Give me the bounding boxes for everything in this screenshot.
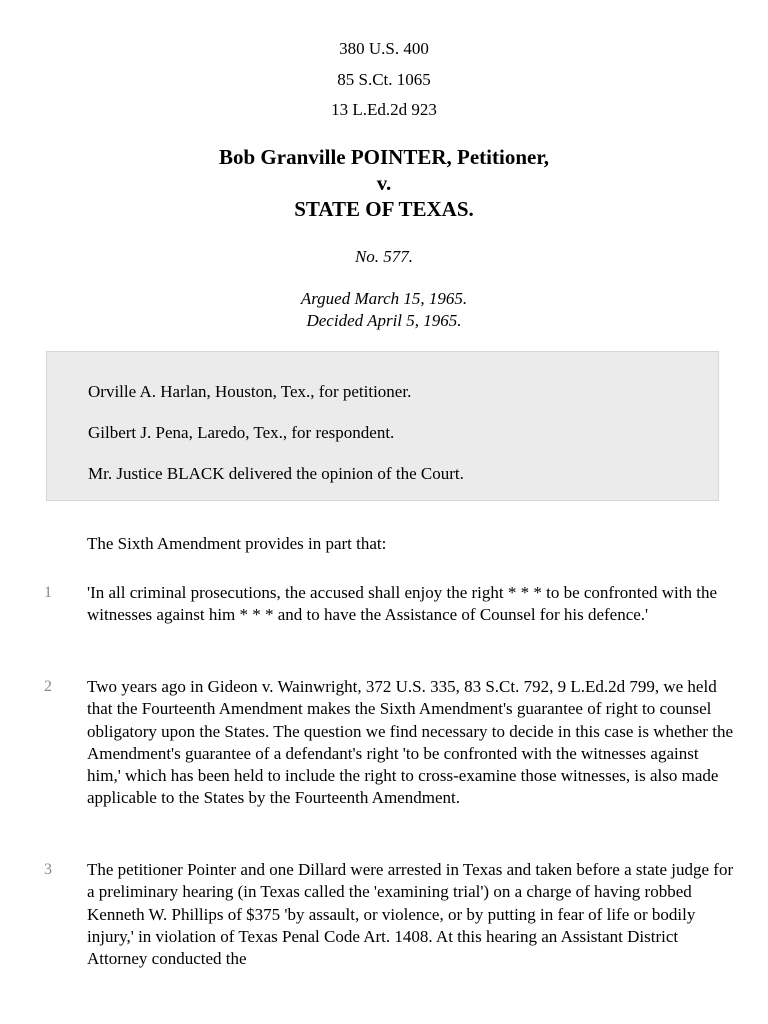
citations	[0, 34, 768, 126]
citation-supreme-court-reporter: 85 S.Ct. 1065	[337, 69, 431, 89]
paragraph-text: 'In all criminal prosecutions, the accused shall enjoy the right * * * to be confronted with the witnesses against him * * * and to have the Assistance of Counsel for his defence.'	[87, 583, 718, 625]
citation-us-reports: 380 U.S. 400	[339, 39, 429, 58]
paragraph-text: Two years ago in Gideon v. Wainwright, 372 U.S. 335, 83 S.Ct. 792, 9 L.Ed.2d 799, we held that the Fourteenth Amendment makes the Sixth Amendment's guarantee of right to counsel obligatory upon the States. The question we find necessary to decide in this case is whether the Amendment's guarantee of a defendant's right 'to be confronted with the witnesses against him,' which has been held to include the right to cross-examine those witnesses, is also made applicable to the States by the Fourteenth Amendment.	[87, 677, 733, 808]
paragraph-number: 1	[44, 584, 52, 601]
intro-text: The Sixth Amendment provides in part that:	[87, 534, 387, 553]
citation-lawyers-edition: 13 L.Ed.2d 923	[331, 100, 437, 119]
case-title-versus: v.	[376, 171, 392, 195]
counsel-respondent: Gilbert J. Pena, Laredo, Tex., for respondent.	[88, 423, 395, 442]
paragraph-text: The petitioner Pointer and one Dillard were arrested in Texas and taken before a state judge for a preliminary hearing (in Texas called the 'examining trial') on a charge of having robbed Kenneth W. Phillips of $375 'by assault, or violence, or by putting in fear of life or bodily injury,' in violation of Texas Penal Code Art. 1408. At this hearing an Assistant District Attorney conducted the	[87, 860, 734, 969]
counsel-petitioner: Orville A. Harlan, Houston, Tex., for petitioner.	[88, 382, 412, 401]
case-title-petitioner: Bob Granville POINTER, Petitioner,	[219, 145, 549, 169]
opinion-author: Mr. Justice BLACK delivered the opinion of the Court.	[88, 464, 464, 483]
case-title	[0, 144, 768, 222]
counsel-box	[46, 351, 719, 501]
paragraph-number: 3	[44, 861, 52, 878]
case-dates	[0, 288, 768, 332]
paragraph-number: 2	[44, 678, 52, 695]
decided-date: Decided April 5, 1965.	[306, 311, 462, 330]
case-title-respondent: STATE OF TEXAS.	[294, 197, 474, 221]
docket-number: No. 577.	[354, 247, 414, 266]
argued-date: Argued March 15, 1965.	[300, 289, 468, 308]
